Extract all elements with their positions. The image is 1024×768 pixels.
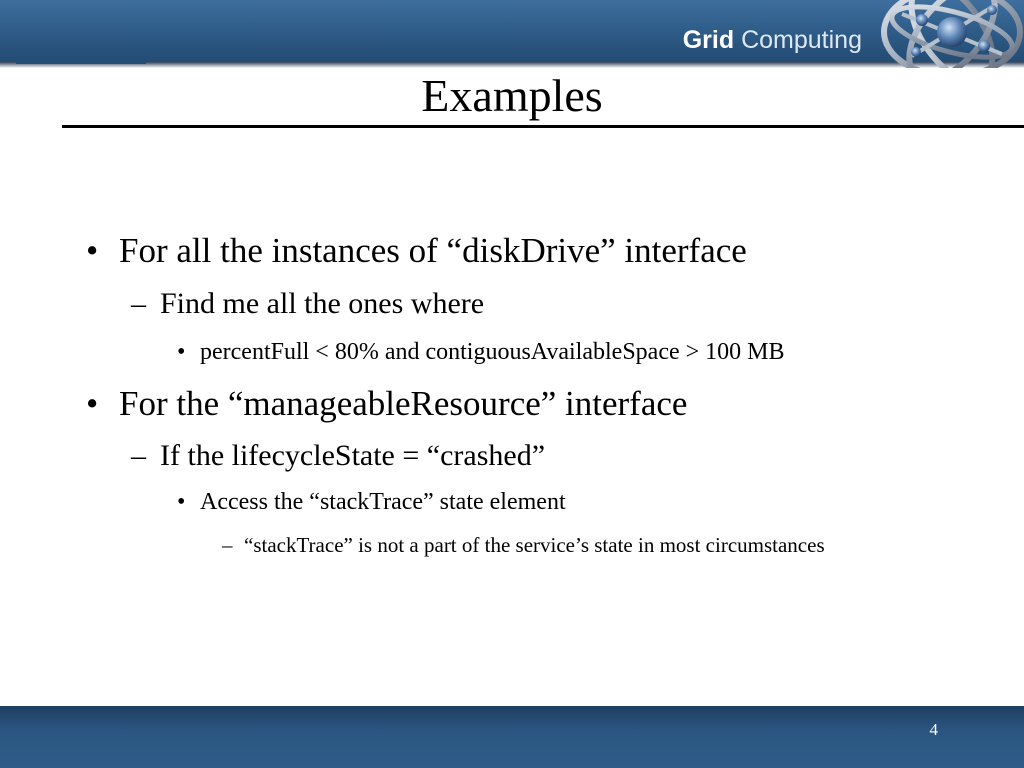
bullet-item: For the “manageableResource” interface: [119, 384, 688, 423]
bullet-item: If the lifecycleState = “crashed”: [160, 439, 546, 472]
bullet-marker: –: [131, 439, 146, 472]
bullet-marker: –: [131, 287, 146, 320]
bullet-item: Access the “stackTrace” state element: [200, 489, 566, 515]
bullet-item: Find me all the ones where: [160, 287, 485, 320]
bullet-marker: •: [177, 339, 186, 365]
slide-title: Examples: [421, 70, 603, 121]
bullet-item: For all the instances of “diskDrive” interface: [119, 231, 747, 270]
bullet-marker: •: [86, 231, 99, 270]
page-number: 4: [929, 720, 938, 739]
bullet-marker: •: [86, 384, 99, 423]
bullet-marker: •: [177, 489, 186, 515]
brand-bold: Grid: [682, 26, 735, 54]
bullet-item: percentFull < 80% and contiguousAvailableSpace > 100 MB: [200, 339, 785, 365]
bullet-marker: –: [222, 533, 233, 557]
bullet-item: “stackTrace” is not a part of the service’s state in most circumstances: [244, 533, 825, 557]
brand-light: Computing: [741, 26, 862, 54]
footer-band: [0, 706, 1024, 768]
